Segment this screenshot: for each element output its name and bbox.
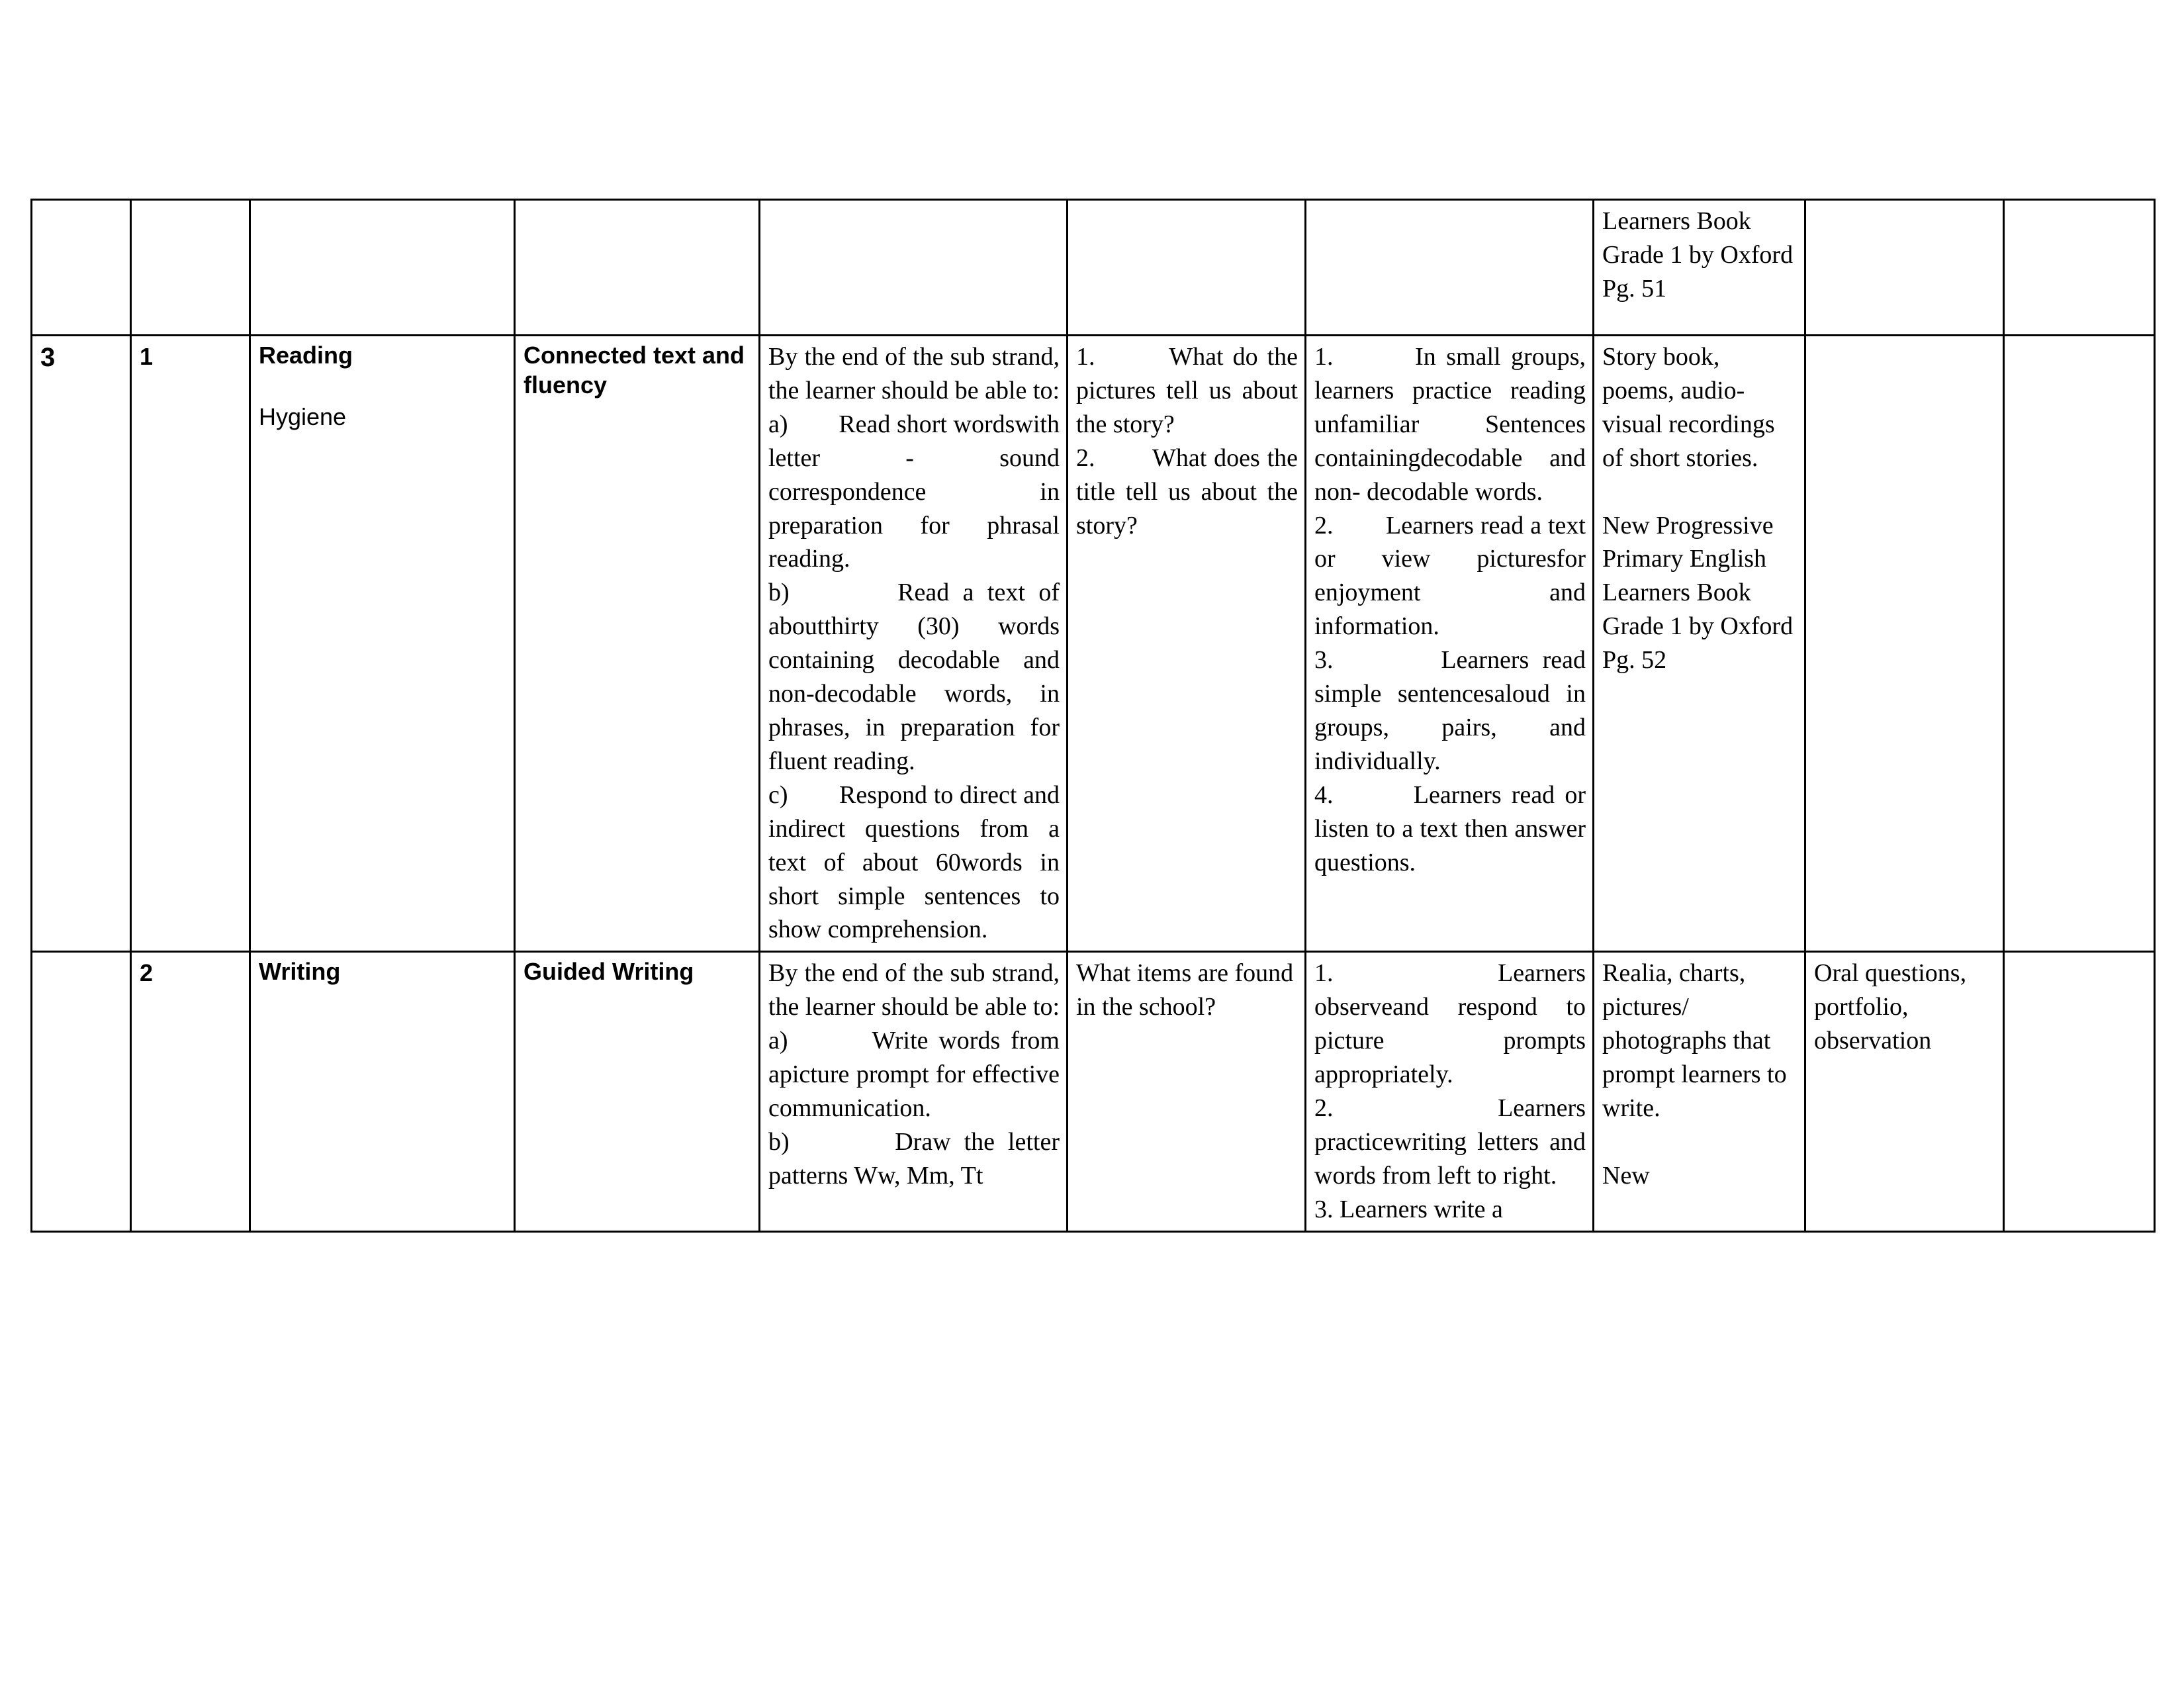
week-number: 3	[40, 343, 56, 372]
experience-item-1: 1. In small groups, learners practice reading unfamiliar Sentences containingdecodable and non- decodable words.	[1314, 343, 1586, 506]
experience-item-2: 2. Learners read a text or view picturesfor enjoyment and information.	[1314, 511, 1586, 641]
cell-substrand	[515, 200, 760, 336]
outcome-item-b: b) Draw the letter patterns Ww, Mm, Tt	[768, 1127, 1060, 1190]
substrand-name: Guided Writing	[523, 958, 694, 986]
resource-item-1: Realia, charts, pictures/ photographs that prompt learners to write.	[1602, 959, 1787, 1122]
cell-assessment-methods	[1805, 336, 2004, 952]
outcomes-intro: By the end of the sub strand, the learner should be able to:	[768, 343, 1060, 404]
scheme-of-work-sheet	[30, 199, 2154, 1233]
cell-lesson	[131, 952, 250, 1231]
experience-item-4: 4. Learners read or listen to a text then answer questions.	[1314, 780, 1586, 876]
inquiry-item-1: What items are found in the school?	[1076, 959, 1294, 1021]
cell-learning-outcomes	[760, 952, 1068, 1231]
cell-strand	[250, 952, 515, 1231]
cell-strand	[250, 336, 515, 952]
experience-item-3: 3. Learners read simple sentencesaloud in groups, pairs, and individually.	[1314, 646, 1586, 775]
strand-theme: Hygiene	[259, 402, 347, 430]
cell-substrand	[515, 952, 760, 1231]
experience-item-1: 1. Learners observeand respond to picture prompts appropriately.	[1314, 959, 1586, 1089]
outcome-item-c: c) Respond to direct and indirect questions from a text of about 60words in short simple sentences to show comprehension.	[768, 780, 1060, 944]
strand-spacer	[259, 370, 507, 402]
lesson-number: 2	[140, 959, 154, 987]
cell-lesson	[131, 336, 250, 952]
cell-key-inquiry-questions	[1068, 336, 1306, 952]
scheme-of-work-table	[30, 199, 2156, 1233]
cell-week	[32, 336, 131, 952]
resource-item-2: New Progressive Primary English Learners Book Grade 1 by Oxford Pg. 52	[1602, 511, 1794, 675]
cell-learning-experiences	[1306, 952, 1594, 1231]
outcome-item-a: a) Write words from apicture prompt for effective communication.	[768, 1027, 1060, 1122]
resource-item-2: New	[1602, 1161, 1650, 1190]
cell-reflection	[2004, 952, 2155, 1231]
cell-learning-resources	[1594, 336, 1805, 952]
outcome-item-b: b) Read a text of aboutthirty (30) words containing decodable and non-decodable words, in phrases, in preparation for fluent reading.	[768, 579, 1060, 775]
cell-learning-experiences	[1306, 200, 1594, 336]
table-row	[32, 952, 2155, 1231]
outcome-item-a: a) Read short wordswith letter - sound correspondence in preparation for phrasal reading.	[768, 410, 1060, 573]
cell-learning-experiences	[1306, 336, 1594, 952]
experience-item-3: 3. Learners write a	[1314, 1195, 1503, 1223]
cell-assessment-methods	[1805, 200, 2004, 336]
cell-learning-resources	[1594, 952, 1805, 1231]
inquiry-item-1: 1. What do the pictures tell us about the story?	[1076, 343, 1298, 438]
cell-week	[32, 952, 131, 1231]
substrand-name: Connected text and fluency	[523, 342, 745, 399]
assessment-text: Oral questions, portfolio, observation	[1814, 959, 1967, 1055]
cell-lesson	[131, 200, 250, 336]
cell-assessment-methods	[1805, 952, 2004, 1231]
resource-spacer	[1602, 475, 1797, 509]
resource-reference: Learners Book Grade 1 by Oxford Pg. 51	[1602, 207, 1794, 303]
resource-spacer	[1602, 1125, 1797, 1159]
cell-learning-outcomes	[760, 336, 1068, 952]
lesson-number: 1	[140, 343, 154, 370]
cell-substrand	[515, 336, 760, 952]
table-row	[32, 336, 2155, 952]
cell-key-inquiry-questions	[1068, 200, 1306, 336]
outcomes-intro: By the end of the sub strand, the learner should be able to:	[768, 959, 1060, 1021]
strand-name: Reading	[259, 342, 353, 369]
cell-strand	[250, 200, 515, 336]
table-row	[32, 200, 2155, 336]
cell-reflection	[2004, 200, 2155, 336]
cell-reflection	[2004, 336, 2155, 952]
inquiry-item-2: 2. What does the title tell us about the story?	[1076, 444, 1298, 539]
experience-item-2: 2. Learners practicewriting letters and words from left to right.	[1314, 1094, 1586, 1190]
cell-learning-outcomes	[760, 200, 1068, 336]
cell-key-inquiry-questions	[1068, 952, 1306, 1231]
cell-learning-resources	[1594, 200, 1805, 336]
cell-week	[32, 200, 131, 336]
strand-name: Writing	[259, 958, 341, 986]
resource-item-1: Story book, poems, audio-visual recordings of short stories.	[1602, 343, 1775, 472]
